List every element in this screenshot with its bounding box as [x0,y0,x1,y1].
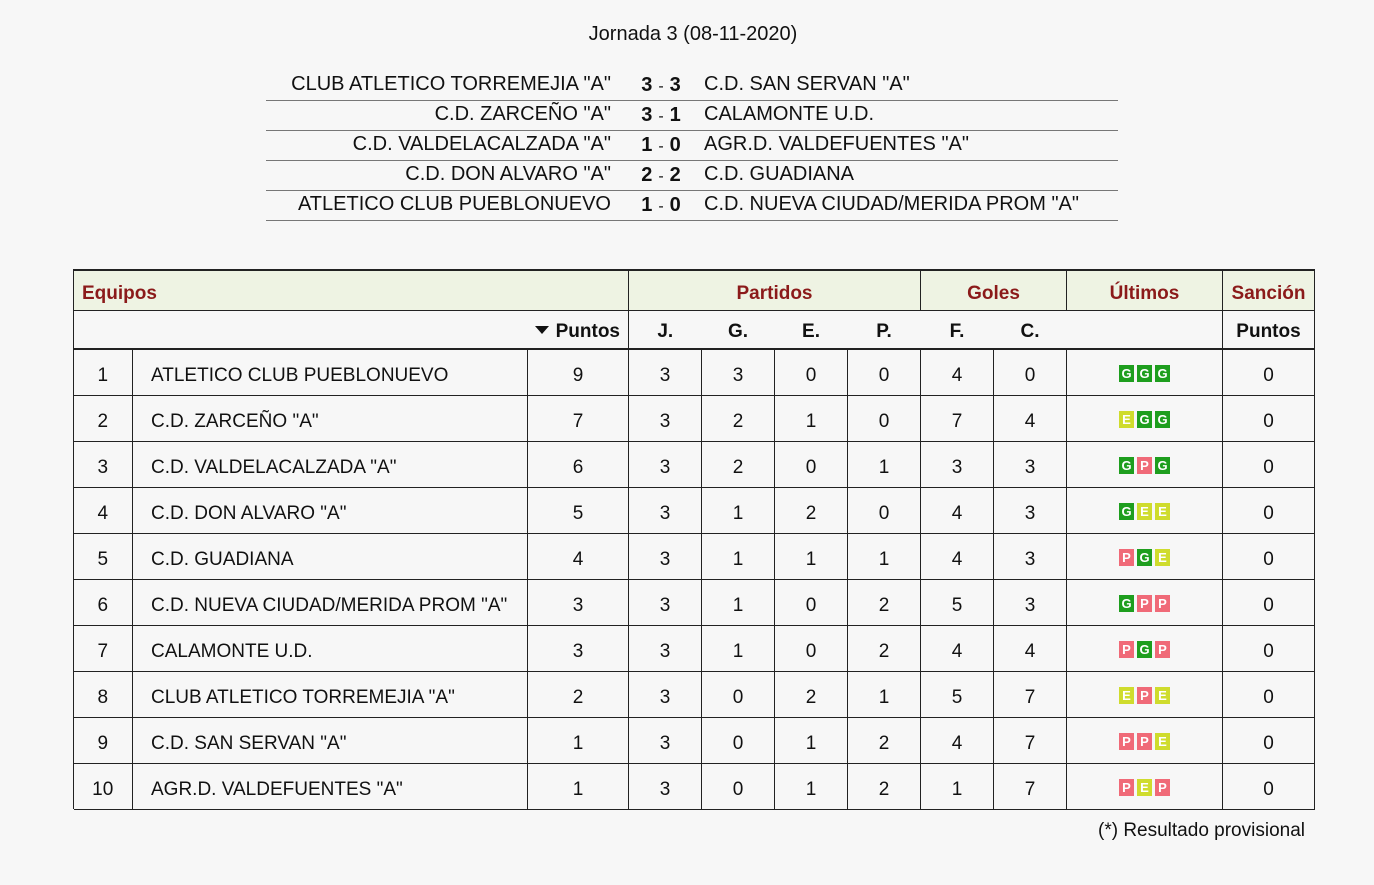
match-score [626,104,696,127]
position-cell: 3 [74,441,133,487]
result-badge: P [1119,733,1134,750]
team-cell: C.D. VALDELACALZADA "A" [133,441,528,487]
header-g: G. [702,310,775,349]
header-puntos: Puntos [555,321,620,342]
e-cell: 0 [775,579,848,625]
last-results-cell [1067,533,1223,579]
team-cell: AGR.D. VALDEFUENTES "A" [133,763,528,809]
home-goals: 3 [641,104,653,126]
table-row [74,579,1315,625]
result-badge: G [1119,595,1134,612]
sancion-cell: 0 [1223,487,1315,533]
result-badge: G [1137,549,1152,566]
team-cell: C.D. NUEVA CIUDAD/MERIDA PROM "A" [133,579,528,625]
result-badge: P [1119,779,1134,796]
last-results-cell [1067,349,1223,395]
position-cell: 4 [74,487,133,533]
last-results-cell [1067,395,1223,441]
team-cell: C.D. SAN SERVAN "A" [133,717,528,763]
sort-descending-icon [535,326,549,334]
last-results-cell [1067,487,1223,533]
pts-cell: 3 [528,625,629,671]
sancion-cell: 0 [1223,625,1315,671]
g-cell: 1 [702,625,775,671]
table-row [74,487,1315,533]
f-cell: 7 [921,395,994,441]
last-results-badges [1119,595,1170,612]
header-sancion-puntos: Puntos [1223,310,1315,349]
last-results-badges [1119,503,1170,520]
result-badge: G [1137,365,1152,382]
header-equipos: Equipos [74,270,629,310]
last-results-badges [1119,779,1170,796]
g-cell: 0 [702,763,775,809]
sancion-cell: 0 [1223,533,1315,579]
c-cell: 4 [994,395,1067,441]
table-row [74,349,1315,395]
position-cell: 2 [74,395,133,441]
c-cell: 7 [994,763,1067,809]
p-cell: 1 [848,671,921,717]
sancion-cell: 0 [1223,395,1315,441]
pts-cell: 2 [528,671,629,717]
e-cell: 1 [775,717,848,763]
away-team: CALAMONTE U.D. [704,103,875,125]
header-p: P. [848,310,921,349]
position-cell: 9 [74,717,133,763]
e-cell: 1 [775,395,848,441]
e-cell: 2 [775,487,848,533]
header-goles: Goles [921,270,1067,310]
last-results-cell [1067,671,1223,717]
result-badge: P [1119,641,1134,658]
f-cell: 5 [921,579,994,625]
result-badge: P [1137,595,1152,612]
result-badge: E [1155,687,1170,704]
pts-cell: 4 [528,533,629,579]
table-row [74,441,1315,487]
g-cell: 1 [702,487,775,533]
result-badge: P [1137,733,1152,750]
e-cell: 1 [775,763,848,809]
result-badge: G [1137,411,1152,428]
home-goals: 1 [641,194,653,216]
c-cell: 7 [994,671,1067,717]
team-cell: ATLETICO CLUB PUEBLONUEVO [133,349,528,395]
f-cell: 4 [921,487,994,533]
score-separator: - [658,108,664,125]
result-badge: P [1137,687,1152,704]
table-row [74,671,1315,717]
table-row [74,717,1315,763]
match-score [626,164,696,187]
match-score [626,74,696,97]
result-row [266,191,1118,221]
j-cell: 3 [629,441,702,487]
last-results-badges [1119,733,1170,750]
match-score [626,134,696,157]
sort-puntos-header[interactable] [74,310,629,349]
result-badge: G [1155,411,1170,428]
c-cell: 3 [994,579,1067,625]
result-badge: E [1155,549,1170,566]
last-results-cell [1067,763,1223,809]
header-partidos: Partidos [629,270,921,310]
away-goals: 0 [669,134,681,156]
c-cell: 3 [994,441,1067,487]
sancion-cell: 0 [1223,671,1315,717]
e-cell: 1 [775,533,848,579]
home-goals: 3 [641,74,653,96]
result-badge: G [1155,457,1170,474]
last-results-badges [1119,457,1170,474]
away-team: C.D. SAN SERVAN "A" [704,73,910,95]
sancion-cell: 0 [1223,579,1315,625]
team-cell: CALAMONTE U.D. [133,625,528,671]
result-badge: P [1137,457,1152,474]
team-cell: C.D. ZARCEÑO "A" [133,395,528,441]
header-j: J. [629,310,702,349]
last-results-cell [1067,625,1223,671]
header-e: E. [775,310,848,349]
score-separator: - [658,78,664,95]
home-team: ATLETICO CLUB PUEBLONUEVO [297,193,611,215]
e-cell: 0 [775,441,848,487]
home-team: C.D. ZARCEÑO "A" [434,103,611,125]
position-cell: 1 [74,349,133,395]
match-score [626,194,696,217]
home-team: C.D. VALDELACALZADA "A" [352,133,611,155]
jornada-title: Jornada 3 (08-11-2020) [588,23,798,45]
j-cell: 3 [629,763,702,809]
result-row [266,101,1118,131]
away-team: C.D. GUADIANA [704,163,855,185]
j-cell: 3 [629,625,702,671]
g-cell: 0 [702,717,775,763]
last-results-badges [1119,365,1170,382]
result-badge: E [1155,503,1170,520]
c-cell: 3 [994,533,1067,579]
g-cell: 1 [702,533,775,579]
f-cell: 4 [921,717,994,763]
result-badge: G [1119,365,1134,382]
f-cell: 1 [921,763,994,809]
result-row [266,71,1118,101]
away-goals: 2 [669,164,681,186]
pts-cell: 3 [528,579,629,625]
table-row [74,395,1315,441]
g-cell: 1 [702,579,775,625]
c-cell: 3 [994,487,1067,533]
e-cell: 0 [775,349,848,395]
j-cell: 3 [629,487,702,533]
e-cell: 2 [775,671,848,717]
f-cell: 4 [921,533,994,579]
f-cell: 4 [921,349,994,395]
j-cell: 3 [629,579,702,625]
last-results-badges [1119,641,1170,658]
sancion-cell: 0 [1223,717,1315,763]
last-results-cell [1067,717,1223,763]
c-cell: 0 [994,349,1067,395]
e-cell: 0 [775,625,848,671]
p-cell: 0 [848,349,921,395]
g-cell: 2 [702,395,775,441]
result-row [266,131,1118,161]
p-cell: 0 [848,487,921,533]
result-badge: G [1137,641,1152,658]
last-results-badges [1119,549,1170,566]
standings-table [73,269,1315,810]
p-cell: 2 [848,763,921,809]
result-badge: E [1119,411,1134,428]
header-c: C. [994,310,1067,349]
c-cell: 4 [994,625,1067,671]
away-goals: 0 [669,194,681,216]
last-results-badges [1119,411,1170,428]
p-cell: 0 [848,395,921,441]
away-team: AGR.D. VALDEFUENTES "A" [704,133,969,155]
team-cell: CLUB ATLETICO TORREMEJIA "A" [133,671,528,717]
j-cell: 3 [629,533,702,579]
g-cell: 0 [702,671,775,717]
g-cell: 3 [702,349,775,395]
home-team: C.D. DON ALVARO "A" [405,163,611,185]
pts-cell: 6 [528,441,629,487]
result-badge: E [1137,503,1152,520]
header-f: F. [921,310,994,349]
score-separator: - [658,138,664,155]
header-ultimos: Últimos [1067,270,1223,310]
g-cell: 2 [702,441,775,487]
away-goals: 3 [669,74,681,96]
position-cell: 5 [74,533,133,579]
position-cell: 10 [74,763,133,809]
result-badge: G [1119,457,1134,474]
score-separator: - [658,198,664,215]
pts-cell: 9 [528,349,629,395]
result-badge: G [1119,503,1134,520]
result-badge: E [1119,687,1134,704]
j-cell: 3 [629,395,702,441]
header-ultimos-sub [1067,310,1223,349]
position-cell: 8 [74,671,133,717]
team-cell: C.D. GUADIANA [133,533,528,579]
p-cell: 2 [848,579,921,625]
pts-cell: 1 [528,763,629,809]
position-cell: 7 [74,625,133,671]
pts-cell: 5 [528,487,629,533]
f-cell: 4 [921,625,994,671]
result-badge: E [1137,779,1152,796]
sancion-cell: 0 [1223,349,1315,395]
result-badge: P [1155,779,1170,796]
j-cell: 3 [629,671,702,717]
result-badge: P [1155,641,1170,658]
pts-cell: 7 [528,395,629,441]
home-goals: 2 [641,164,653,186]
table-row [74,533,1315,579]
j-cell: 3 [629,717,702,763]
c-cell: 7 [994,717,1067,763]
p-cell: 1 [848,441,921,487]
home-goals: 1 [641,134,653,156]
pts-cell: 1 [528,717,629,763]
p-cell: 2 [848,625,921,671]
table-row [74,763,1315,809]
position-cell: 6 [74,579,133,625]
last-results-cell [1067,579,1223,625]
home-team: CLUB ATLETICO TORREMEJIA "A" [291,73,611,95]
f-cell: 3 [921,441,994,487]
p-cell: 1 [848,533,921,579]
last-results-badges [1119,687,1170,704]
j-cell: 3 [629,349,702,395]
table-row [74,625,1315,671]
result-row [266,161,1118,191]
away-goals: 1 [669,104,681,126]
away-team: C.D. NUEVA CIUDAD/MERIDA PROM "A" [704,193,1079,215]
result-badge: G [1155,365,1170,382]
f-cell: 5 [921,671,994,717]
result-badge: E [1155,733,1170,750]
team-cell: C.D. DON ALVARO "A" [133,487,528,533]
results-list [266,71,1118,221]
last-results-cell [1067,441,1223,487]
score-separator: - [658,168,664,185]
sancion-cell: 0 [1223,441,1315,487]
result-badge: P [1155,595,1170,612]
footnote: (*) Resultado provisional [1098,820,1305,841]
result-badge: P [1119,549,1134,566]
sancion-cell: 0 [1223,763,1315,809]
p-cell: 2 [848,717,921,763]
header-sancion: Sanción [1223,270,1315,310]
